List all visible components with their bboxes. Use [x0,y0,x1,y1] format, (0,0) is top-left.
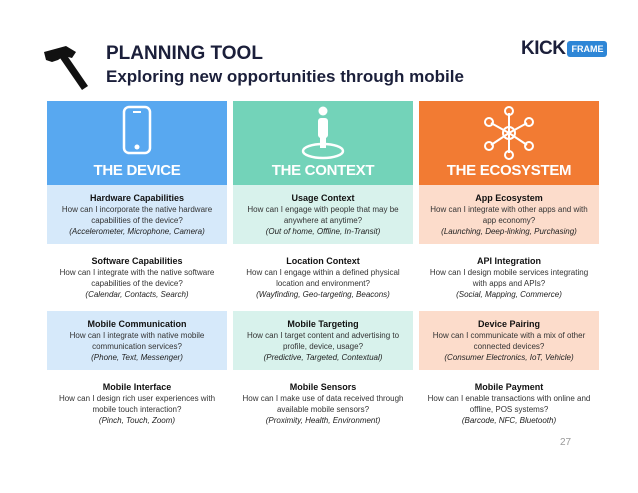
card-title: API Integration [476,256,541,266]
card-examples: (Proximity, Health, Environment) [265,416,381,425]
card-examples: (Pinch, Touch, Zoom) [98,416,176,425]
capability-card [233,311,413,370]
capability-card [47,311,227,370]
card-title: Mobile Payment [474,382,544,392]
card-examples: (Barcode, NFC, Bluetooth) [461,416,557,425]
card-question: How can I design rich user experiences with mobile touch interaction? [58,394,216,414]
card-title: Mobile Interface [102,382,172,392]
logo-tag: FRAME [567,41,607,57]
card-title: Software Capabilities [91,256,183,266]
capability-card [233,185,413,244]
capability-card [419,311,599,370]
card-question: How can I integrate with the native software capabilities of the device? [59,268,215,288]
card-examples: (Calendar, Contacts, Search) [85,290,189,299]
card-title: Location Context [286,256,360,266]
card-question: How can I incorporate the native hardware capabilities of the device? [61,205,213,225]
column-label: THE ECOSYSTEM [446,162,572,179]
column-context [233,101,413,481]
card-title: Mobile Sensors [289,382,357,392]
capability-card [47,248,227,307]
header [0,0,638,100]
card-question: How can I design mobile services integrating with apps and APIs? [429,268,589,288]
column-header-device [47,101,227,185]
page-number: 27 [560,437,572,448]
card-examples: (Consumer Electronics, IoT, Vehicle) [444,353,574,362]
card-question: How can I enable transactions with online and offline, POS systems? [427,394,591,414]
capability-card [233,374,413,433]
capability-card [47,374,227,433]
column-header-ecosystem [419,101,599,185]
capability-card [419,185,599,244]
capability-card [419,248,599,307]
card-question: How can I integrate with native mobile communication services? [69,331,205,351]
card-examples: (Phone, Text, Messenger) [91,353,183,362]
card-title: Device Pairing [477,319,541,329]
column-label: THE DEVICE [93,162,181,179]
smartphone-icon [122,105,152,155]
card-examples: (Social, Mapping, Commerce) [456,290,562,299]
capability-card [233,248,413,307]
page-title: PLANNING TOOL [106,43,263,64]
capability-card [419,374,599,433]
card-title: Mobile Communication [87,319,187,329]
column-device [47,101,227,481]
cell-list [419,185,599,433]
brand-logo [521,39,607,59]
card-question: How can I make use of data received through available mobile sensors? [242,394,404,414]
card-title: Hardware Capabilities [89,193,185,203]
card-examples: (Predictive, Targeted, Contextual) [263,353,383,362]
cell-list [47,185,227,433]
column-ecosystem [419,101,599,481]
card-question: How can I communicate with a mix of other connected devices? [432,331,586,351]
card-examples: (Launching, Deep-linking, Purchasing) [441,227,577,236]
capability-card [47,185,227,244]
card-question: How can I engage with people that may be anywhere at anytime? [247,205,399,225]
card-examples: (Accelerometer, Microphone, Camera) [69,227,205,236]
card-question: How can I target content and advertising to profile, device, usage? [246,331,400,351]
page-subtitle: Exploring new opportunities through mobile [106,67,464,86]
card-title: App Ecosystem [475,193,543,203]
card-title: Mobile Targeting [287,319,359,329]
network-nodes-icon [481,105,537,161]
card-examples: (Wayfinding, Geo-targeting, Beacons) [256,290,390,299]
hammer-icon [36,42,92,92]
column-label: THE CONTEXT [271,162,375,179]
card-examples: (Out of home, Offline, In-Transit) [265,227,381,236]
person-location-icon [299,105,347,161]
card-question: How can I engage within a defined physical location and environment? [246,268,400,288]
logo-main-text: KICK [521,38,566,59]
card-title: Usage Context [291,193,355,203]
column-header-context [233,101,413,185]
card-question: How can I integrate with other apps and with app economy? [430,205,588,225]
cell-list [233,185,413,433]
